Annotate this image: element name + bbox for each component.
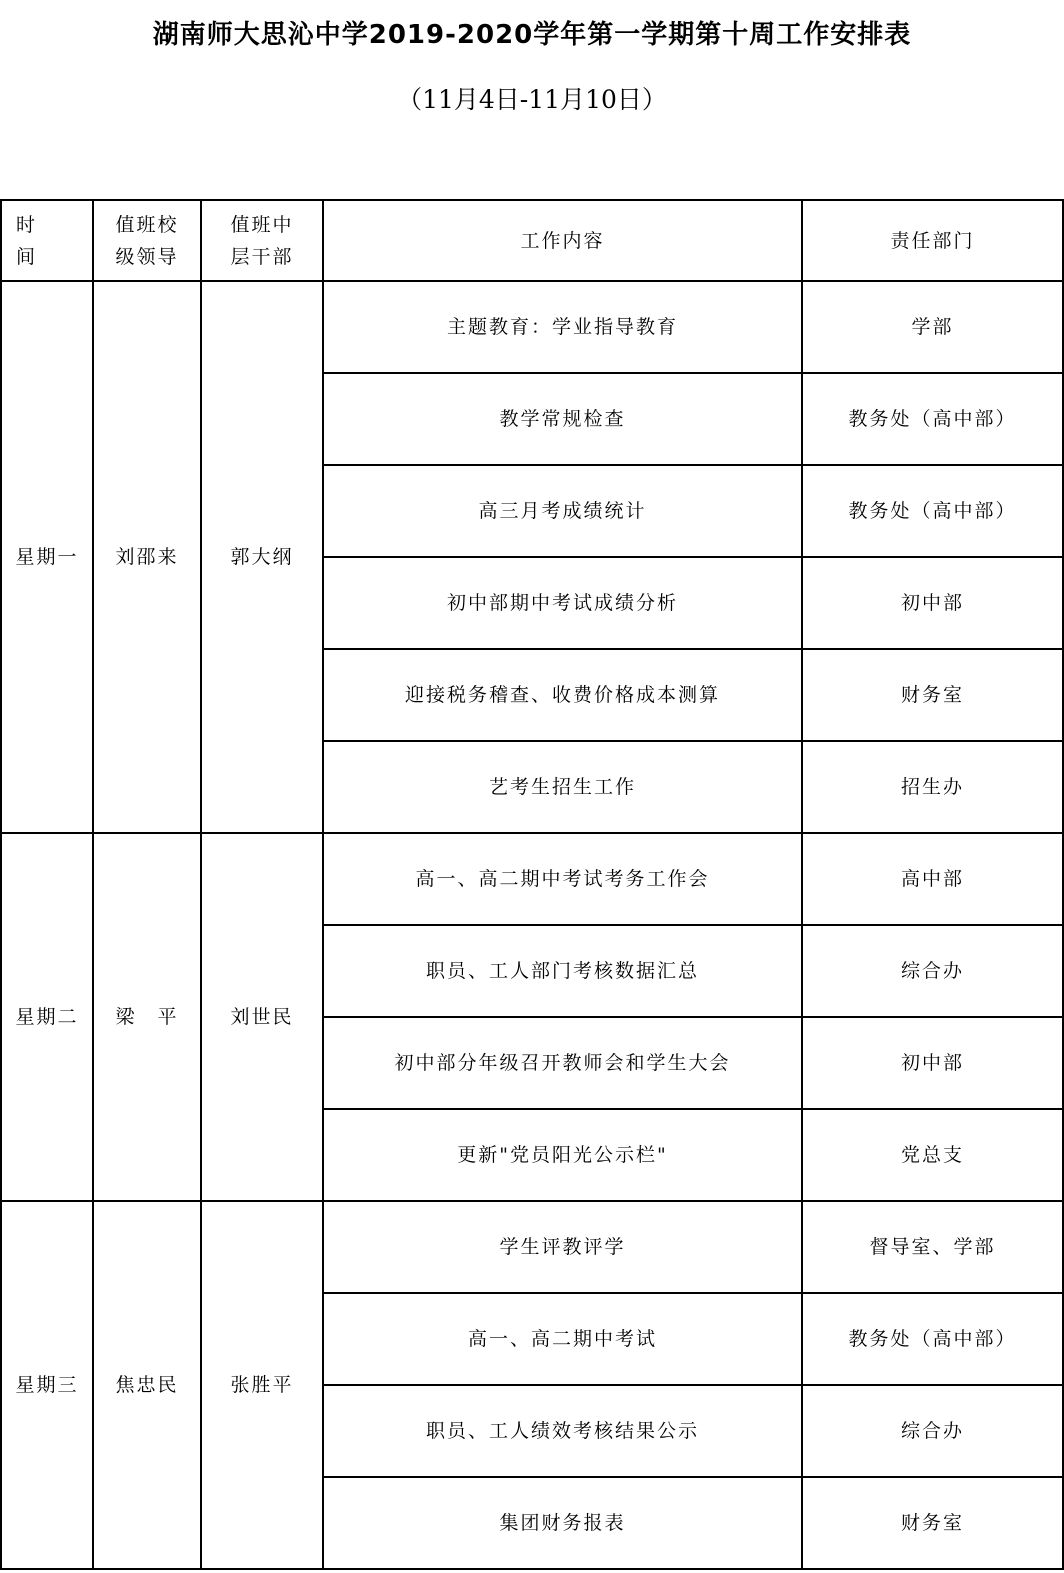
cadre-cell: 郭大纲 xyxy=(201,281,323,833)
cadre-cell: 张胜平 xyxy=(201,1201,323,1569)
header-row xyxy=(1,200,1063,281)
day-cell: 星期一 xyxy=(1,281,93,833)
header-leader: 值班校级领导 xyxy=(93,200,201,281)
task-content-cell: 集团财务报表 xyxy=(323,1477,802,1569)
task-content-cell: 职员、工人绩效考核结果公示 xyxy=(323,1385,802,1477)
responsible-dept-cell: 财务室 xyxy=(802,1477,1063,1569)
task-content-cell: 学生评教评学 xyxy=(323,1201,802,1293)
task-content-cell: 教学常规检查 xyxy=(323,373,802,465)
task-content-cell: 高一、高二期中考试考务工作会 xyxy=(323,833,802,925)
task-content-cell: 更新"党员阳光公示栏" xyxy=(323,1109,802,1201)
responsible-dept-cell: 综合办 xyxy=(802,925,1063,1017)
task-content-cell: 主题教育：学业指导教育 xyxy=(323,281,802,373)
schedule-table xyxy=(0,199,1064,1570)
day-cell: 星期二 xyxy=(1,833,93,1201)
responsible-dept-cell: 党总支 xyxy=(802,1109,1063,1201)
leader-cell: 梁 平 xyxy=(93,833,201,1201)
responsible-dept-cell: 教务处（高中部） xyxy=(802,373,1063,465)
task-content-cell: 初中部期中考试成绩分析 xyxy=(323,557,802,649)
responsible-dept-cell: 督导室、学部 xyxy=(802,1201,1063,1293)
responsible-dept-cell: 高中部 xyxy=(802,833,1063,925)
table-row xyxy=(1,281,1063,373)
header-content: 工作内容 xyxy=(323,200,802,281)
date-range: （11月4日-11月10日） xyxy=(397,85,667,114)
responsible-dept-cell: 招生办 xyxy=(802,741,1063,833)
table-row xyxy=(1,833,1063,925)
responsible-dept-cell: 学部 xyxy=(802,281,1063,373)
task-content-cell: 迎接税务稽查、收费价格成本测算 xyxy=(323,649,802,741)
table-row xyxy=(1,1201,1063,1293)
header-cadre: 值班中层干部 xyxy=(201,200,323,281)
leader-cell: 刘邵来 xyxy=(93,281,201,833)
task-content-cell: 高三月考成绩统计 xyxy=(323,465,802,557)
responsible-dept-cell: 综合办 xyxy=(802,1385,1063,1477)
responsible-dept-cell: 初中部 xyxy=(802,1017,1063,1109)
cadre-cell: 刘世民 xyxy=(201,833,323,1201)
responsible-dept-cell: 初中部 xyxy=(802,557,1063,649)
page-title: 湖南师大思沁中学2019-2020学年第一学期第十周工作安排表 xyxy=(152,20,912,50)
responsible-dept-cell: 教务处（高中部） xyxy=(802,465,1063,557)
responsible-dept-cell: 财务室 xyxy=(802,649,1063,741)
task-content-cell: 艺考生招生工作 xyxy=(323,741,802,833)
responsible-dept-cell: 教务处（高中部） xyxy=(802,1293,1063,1385)
leader-cell: 焦忠民 xyxy=(93,1201,201,1569)
day-cell: 星期三 xyxy=(1,1201,93,1569)
header-time: 时间 xyxy=(1,200,93,281)
header-dept: 责任部门 xyxy=(802,200,1063,281)
task-content-cell: 职员、工人部门考核数据汇总 xyxy=(323,925,802,1017)
task-content-cell: 初中部分年级召开教师会和学生大会 xyxy=(323,1017,802,1109)
task-content-cell: 高一、高二期中考试 xyxy=(323,1293,802,1385)
